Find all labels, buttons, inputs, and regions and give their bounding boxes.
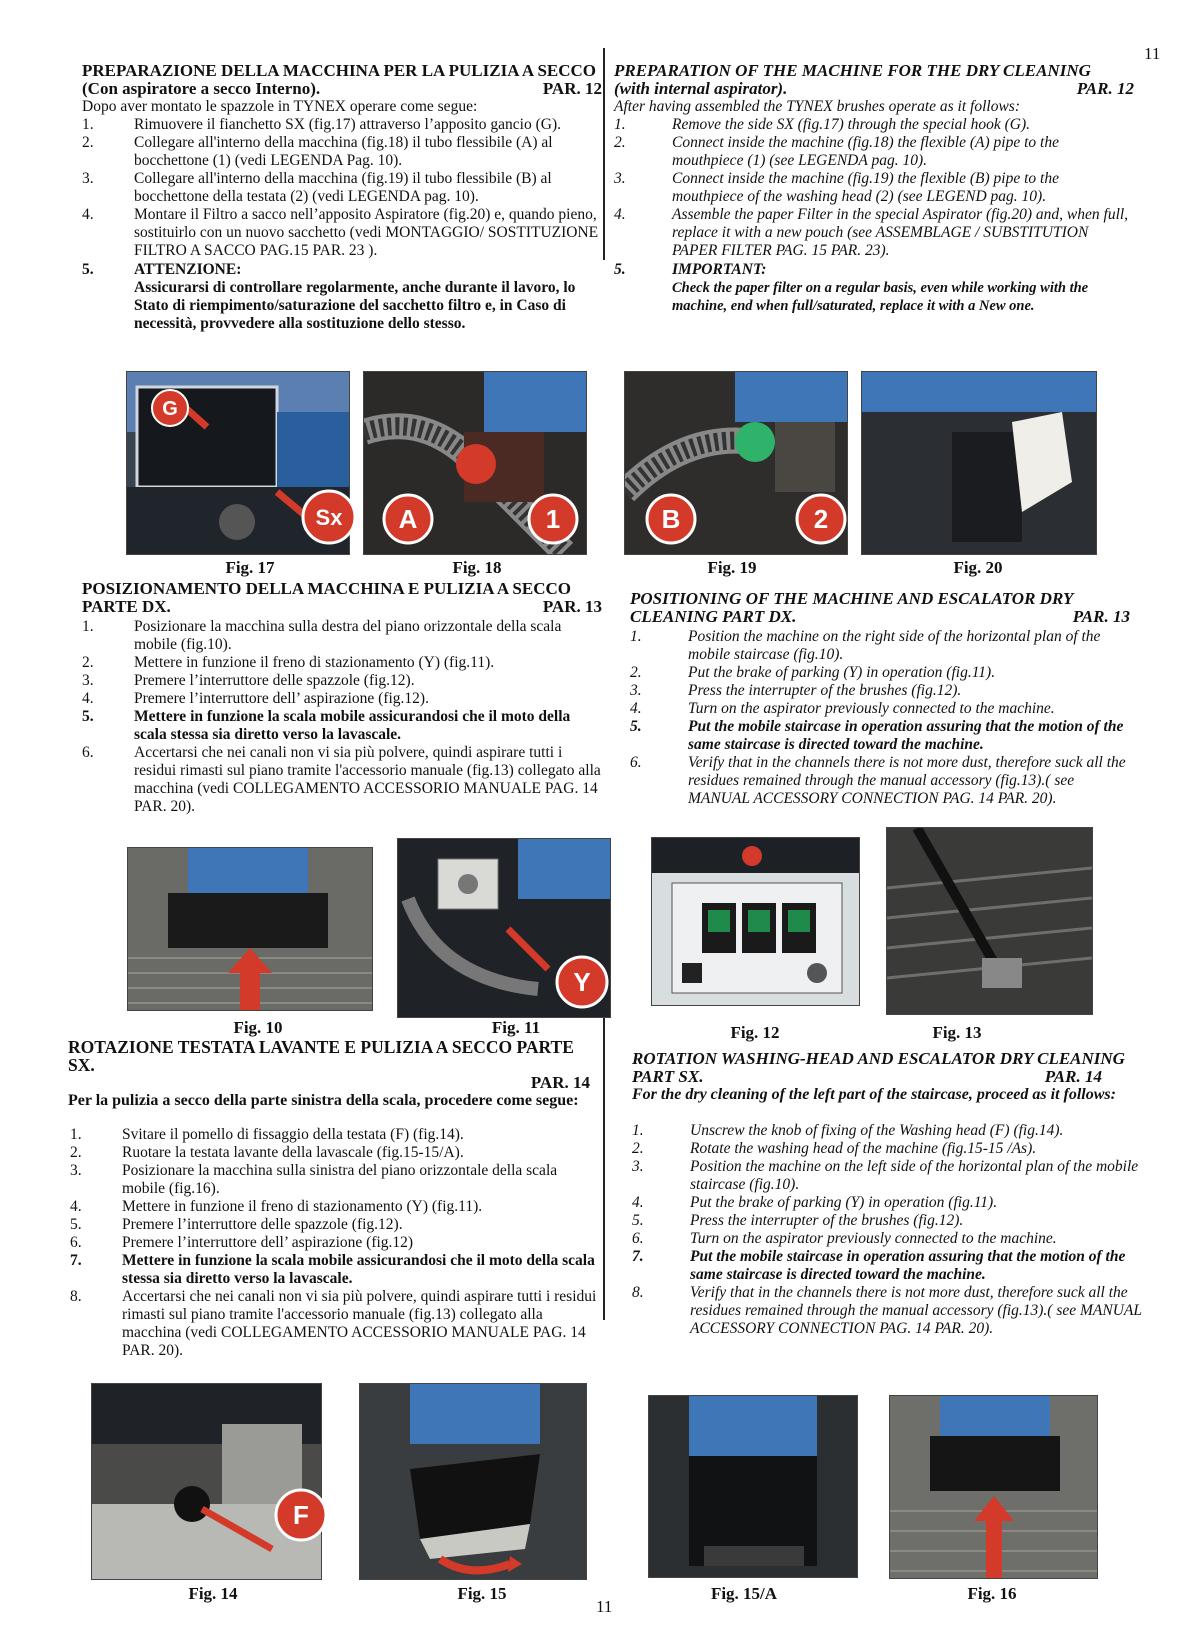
step-number: 1. bbox=[82, 116, 94, 133]
step-number: 1. bbox=[632, 1122, 644, 1139]
label-badge-b bbox=[644, 492, 698, 546]
list-item bbox=[70, 1288, 602, 1360]
label-badge-y bbox=[554, 954, 610, 1010]
step-text: Mettere in funzione il freno di stazionamento (Y) (fig.11). bbox=[134, 654, 495, 671]
step-text: Collegare all'interno della macchina (fig.19) il tubo flessibile (B) al bocchettone della testata (2) (vedi LEGENDA pag. 10). bbox=[134, 170, 552, 205]
list-item bbox=[632, 1158, 1142, 1194]
figure-caption: Fig. 14 bbox=[188, 1584, 238, 1603]
step-number: 7. bbox=[70, 1252, 82, 1269]
step-text: Unscrew the knob of fixing of the Washing head (F) (fig.14). bbox=[690, 1122, 1064, 1139]
photo-fig15a bbox=[648, 1395, 858, 1578]
section-title: ROTAZIONE TESTATA LAVANTE E PULIZIA A SECCO PARTE SX. bbox=[68, 1037, 574, 1075]
step-text: Premere l’interruttore dell’ aspirazione (fig.12). bbox=[134, 690, 429, 707]
section-title: PREPARATION OF THE MACHINE FOR THE DRY CLEANING bbox=[614, 61, 1091, 80]
badge-text: 1 bbox=[545, 504, 561, 534]
figure-caption: Fig. 19 bbox=[707, 558, 757, 577]
step-number: 4. bbox=[630, 700, 642, 717]
badge-text: Y bbox=[573, 967, 591, 997]
step-number: 5. bbox=[630, 718, 642, 735]
step-text: Put the brake of parking (Y) in operation (fig.11). bbox=[690, 1194, 998, 1211]
list-item bbox=[630, 628, 1130, 664]
step-text: Premere l’interruttore delle spazzole (fig.12). bbox=[134, 672, 415, 689]
label-badge-sx bbox=[300, 488, 358, 546]
step-number: 6. bbox=[632, 1230, 644, 1247]
section-positioning-en bbox=[630, 590, 1130, 808]
section-title-cont: CLEANING PART DX. bbox=[630, 607, 797, 626]
list-item bbox=[70, 1234, 602, 1252]
list-item bbox=[82, 708, 602, 744]
step-text: Accertarsi che nei canali non vi sia più polvere, quindi aspirare tutti i residui rimasti sul piano tramite l'accessorio manuale (fig.13) collegato alla macchina (vedi COLLEGAMENTO ACCESSORIO MANUALE PAG. 14 PAR. 20). bbox=[134, 744, 601, 815]
attention-title: ATTENZIONE: bbox=[134, 261, 242, 278]
steps-list bbox=[614, 116, 1134, 260]
list-item bbox=[82, 672, 602, 690]
section-title: ROTATION WASHING-HEAD AND ESCALATOR DRY CLEANING bbox=[632, 1049, 1125, 1068]
step-number: 3. bbox=[632, 1158, 644, 1175]
list-item bbox=[630, 700, 1130, 718]
figure-caption: Fig. 13 bbox=[932, 1023, 982, 1042]
step-text: Montare il Filtro a sacco nell’apposito Aspiratore (fig.20) e, quando pieno, sostituirlo con un nuovo sacchetto (vedi MONTAGGIO/ SOSTITUZIONE FILTRO A SACCO PAG.15 PAR. 23 ). bbox=[134, 206, 599, 259]
step-number: 5. bbox=[70, 1216, 82, 1233]
list-item bbox=[70, 1126, 602, 1144]
list-item bbox=[70, 1216, 602, 1234]
step-number: 6. bbox=[82, 744, 94, 761]
step-text: Put the mobile staircase in operation assuring that the motion of the same staircase is directed toward the machine. bbox=[690, 1248, 1126, 1283]
label-badge-f bbox=[273, 1487, 329, 1543]
steps-list bbox=[82, 116, 602, 260]
list-item bbox=[70, 1198, 602, 1216]
figure-caption: Fig. 15 bbox=[457, 1584, 507, 1603]
step-number: 5. bbox=[82, 708, 94, 725]
list-item bbox=[632, 1194, 1142, 1212]
section-title: PREPARAZIONE DELLA MACCHINA PER LA PULIZIA A SECCO bbox=[82, 61, 597, 80]
list-item bbox=[82, 116, 602, 134]
step-text: Connect inside the machine (fig.19) the flexible (B) pipe to the mouthpiece of the washing head (2) (see LEGEND pag. 10). bbox=[672, 170, 1059, 205]
step-text: Premere l’interruttore delle spazzole (fig.12). bbox=[122, 1216, 403, 1233]
list-item bbox=[632, 1248, 1142, 1284]
step-number: 4. bbox=[632, 1194, 644, 1211]
photo-fig10 bbox=[127, 847, 373, 1011]
step-number: 2. bbox=[630, 664, 642, 681]
intro-text: After having assembled the TYNEX brushes operate as it follows: bbox=[614, 98, 1020, 115]
steps-list bbox=[632, 1122, 1142, 1338]
step-number: 2. bbox=[82, 654, 94, 671]
section-preparation-en bbox=[614, 62, 1134, 315]
attention-title: IMPORTANT: bbox=[672, 261, 767, 278]
photo-fig15 bbox=[359, 1383, 587, 1580]
figure-caption: Fig. 20 bbox=[953, 558, 1003, 577]
badge-text: 2 bbox=[813, 504, 829, 534]
page-number-top: 11 bbox=[1144, 44, 1161, 63]
list-item bbox=[70, 1162, 602, 1198]
step-number: 4. bbox=[82, 690, 94, 707]
label-badge-1 bbox=[526, 492, 580, 546]
step-number: 8. bbox=[632, 1284, 644, 1301]
step-text: Turn on the aspirator previously connected to the machine. bbox=[690, 1230, 1057, 1247]
step-text: Put the mobile staircase in operation assuring that the motion of the same staircase is directed toward the machine. bbox=[688, 718, 1124, 753]
page-number-bottom: 11 bbox=[596, 1597, 613, 1616]
step-text: Posizionare la macchina sulla sinistra del piano orizzontale della scala mobile (fig.16). bbox=[122, 1162, 558, 1197]
step-number: 5. bbox=[614, 261, 626, 278]
figure-caption: Fig. 16 bbox=[967, 1584, 1017, 1603]
list-item bbox=[82, 170, 602, 206]
list-item bbox=[632, 1230, 1142, 1248]
paragraph-ref: PAR. 14 bbox=[1044, 1067, 1102, 1086]
step-text: Position the machine on the right side of the horizontal plan of the mobile staircase (fig.10). bbox=[688, 628, 1101, 663]
badge-text: Sx bbox=[315, 505, 343, 530]
photo-fig12 bbox=[651, 837, 860, 1006]
section-title-cont: PART SX. bbox=[632, 1067, 704, 1086]
step-text: Position the machine on the left side of the horizontal plan of the mobile staircase (fig.10). bbox=[690, 1158, 1139, 1193]
step-number: 8. bbox=[70, 1288, 82, 1305]
label-badge-2 bbox=[794, 492, 848, 546]
photo-fig16 bbox=[889, 1395, 1098, 1579]
step-number: 2. bbox=[82, 134, 94, 151]
step-number: 1. bbox=[630, 628, 642, 645]
step-text: Accertarsi che nei canali non vi sia più polvere, quindi aspirare tutti i residui rimasti sul piano tramite l'accessorio manuale (fig.13) collegato alla macchina (vedi COLLEGAMENTO ACCESSORIO MANUALE PAG. 14 PAR. 20). bbox=[122, 1288, 597, 1359]
list-item bbox=[632, 1212, 1142, 1230]
list-item bbox=[614, 116, 1134, 134]
list-item bbox=[82, 744, 602, 816]
step-text: Connect inside the machine (fig.18) the flexible (A) pipe to the mouthpiece (1) (see LEGENDA pag. 10). bbox=[672, 134, 1059, 169]
step-text: Put the brake of parking (Y) in operation (fig.11). bbox=[688, 664, 996, 681]
step-text: Posizionare la macchina sulla destra del piano orizzontale della scala mobile (fig.10). bbox=[134, 618, 562, 653]
badge-text: G bbox=[162, 398, 178, 420]
paragraph-ref: PAR. 12 bbox=[542, 79, 602, 98]
section-subtitle: (Con aspiratore a secco Interno). bbox=[82, 79, 321, 98]
list-item bbox=[630, 718, 1130, 754]
steps-list bbox=[630, 628, 1130, 808]
list-item bbox=[630, 664, 1130, 682]
paragraph-ref: PAR. 12 bbox=[1076, 79, 1134, 98]
list-item bbox=[70, 1252, 602, 1288]
step-number: 3. bbox=[82, 170, 94, 187]
step-number: 1. bbox=[82, 618, 94, 635]
label-badge-a bbox=[381, 492, 435, 546]
step-text: Verify that in the channels there is not more dust, therefore suck all the residues remained through the manual accessory (fig.13).( see MANUAL ACCESSORY CONNECTION PAG. 14 PAR. 20). bbox=[690, 1284, 1142, 1337]
section-title: POSITIONING OF THE MACHINE AND ESCALATOR DRY bbox=[630, 589, 1074, 608]
step-number: 2. bbox=[632, 1140, 644, 1157]
step-number: 4. bbox=[70, 1198, 82, 1215]
step-text: Rotate the washing head of the machine (fig.15-15 /As). bbox=[690, 1140, 1037, 1157]
list-item bbox=[614, 206, 1134, 260]
paragraph-ref: PAR. 14 bbox=[530, 1073, 590, 1092]
attention-text: Check the paper filter on a regular basis, even while working with the machine, end when full/saturated, replace it with a New one. bbox=[672, 280, 1089, 314]
step-text: Verify that in the channels there is not more dust, therefore suck all the residues remained through the manual accessory (fig.13).( see MANUAL ACCESSORY CONNECTION PAG. 14 PAR. 20). bbox=[688, 754, 1126, 807]
step-text: Press the interrupter of the brushes (fig.12). bbox=[690, 1212, 964, 1229]
section-positioning-it bbox=[82, 580, 602, 816]
section-subtitle: (with internal aspirator). bbox=[614, 79, 788, 98]
step-number: 6. bbox=[630, 754, 642, 771]
step-number: 4. bbox=[614, 206, 626, 223]
step-number: 1. bbox=[70, 1126, 82, 1143]
figure-caption: Fig. 12 bbox=[730, 1023, 780, 1042]
step-text: Premere l’interruttore dell’ aspirazione (fig.12) bbox=[122, 1234, 414, 1251]
photo-fig20 bbox=[861, 371, 1097, 555]
attention-text: Assicurarsi di controllare regolarmente, anche durante il lavoro, lo Stato di riempimento/saturazione del sacchetto filtro e, in Caso di necessità, provvedere alla sostituzione dello stesso. bbox=[134, 279, 576, 332]
step-text: Mettere in funzione la scala mobile assicurandosi che il moto della scala stessa sia diretto verso la lavascale. bbox=[134, 708, 571, 743]
figure-caption: Fig. 17 bbox=[225, 558, 275, 577]
label-badge-g bbox=[150, 388, 190, 428]
step-text: Assemble the paper Filter in the special Aspirator (fig.20) and, when full, replace it with a new pouch (see ASSEMBLAGE / SUBSTITUTION PAPER FILTER PAG. 15 PAR. 23). bbox=[672, 206, 1129, 259]
step-text: Remove the side SX (fig.17) through the special hook (G). bbox=[672, 116, 1030, 133]
section-title: POSIZIONAMENTO DELLA MACCHINA E PULIZIA A SECCO bbox=[82, 579, 572, 598]
step-number: 5. bbox=[632, 1212, 644, 1229]
list-item bbox=[82, 134, 602, 170]
step-number: 3. bbox=[70, 1162, 82, 1179]
list-item bbox=[82, 690, 602, 708]
list-item bbox=[630, 682, 1130, 700]
list-item bbox=[632, 1140, 1142, 1158]
step-number: 5. bbox=[82, 261, 94, 278]
list-item bbox=[82, 654, 602, 672]
step-text: Mettere in funzione il freno di stazionamento (Y) (fig.11). bbox=[122, 1198, 483, 1215]
step-number: 6. bbox=[70, 1234, 82, 1251]
paragraph-ref: PAR. 13 bbox=[542, 597, 602, 616]
section-preparation-it bbox=[82, 62, 602, 333]
list-item bbox=[614, 134, 1134, 170]
list-item bbox=[70, 1144, 602, 1162]
steps-list bbox=[70, 1126, 602, 1360]
step-text: Press the interrupter of the brushes (fig.12). bbox=[688, 682, 962, 699]
intro-text: For the dry cleaning of the left part of the staircase, proceed as it follows: bbox=[632, 1086, 1116, 1103]
list-item bbox=[82, 618, 602, 654]
intro-text: Dopo aver montato le spazzole in TYNEX operare come segue: bbox=[82, 98, 478, 115]
paragraph-ref: PAR. 13 bbox=[1072, 607, 1130, 626]
list-item bbox=[630, 754, 1130, 808]
list-item bbox=[82, 206, 602, 260]
photo-fig13 bbox=[886, 827, 1093, 1015]
section-rotation-it bbox=[68, 1038, 602, 1360]
step-number: 4. bbox=[82, 206, 94, 223]
section-rotation-en bbox=[632, 1050, 1142, 1338]
step-number: 3. bbox=[630, 682, 642, 699]
steps-list bbox=[82, 618, 602, 816]
figure-caption: Fig. 18 bbox=[452, 558, 502, 577]
step-number: 2. bbox=[614, 134, 626, 151]
figure-caption: Fig. 15/A bbox=[710, 1584, 778, 1603]
step-text: Svitare il pomello di fissaggio della testata (F) (fig.14). bbox=[122, 1126, 464, 1143]
step-text: Ruotare la testata lavante della lavascale (fig.15-15/A). bbox=[122, 1144, 464, 1161]
step-number: 7. bbox=[632, 1248, 644, 1265]
list-item bbox=[614, 170, 1134, 206]
section-title-cont: PARTE DX. bbox=[82, 597, 171, 616]
step-text: Rimuovere il fianchetto SX (fig.17) attraverso l’apposito gancio (G). bbox=[134, 116, 561, 133]
badge-text: F bbox=[293, 1500, 309, 1530]
step-text: Mettere in funzione la scala mobile assicurandosi che il moto della scala stessa sia diretto verso la lavascale. bbox=[122, 1252, 595, 1287]
column-divider bbox=[603, 1008, 605, 1320]
badge-text: B bbox=[661, 504, 681, 534]
step-text: Collegare all'interno della macchina (fig.18) il tubo flessibile (A) al bocchettone (1) (vedi LEGENDA Pag. 10). bbox=[134, 134, 553, 169]
intro-text: Per la pulizia a secco della parte sinistra della scala, procedere come segue: bbox=[68, 1092, 579, 1109]
photo-fig14 bbox=[91, 1383, 322, 1580]
list-item bbox=[632, 1122, 1142, 1140]
figure-caption: Fig. 11 bbox=[491, 1018, 541, 1037]
step-number: 2. bbox=[70, 1144, 82, 1161]
badge-text: A bbox=[398, 504, 418, 534]
figure-caption: Fig. 10 bbox=[233, 1018, 283, 1037]
step-number: 3. bbox=[82, 672, 94, 689]
column-divider bbox=[603, 48, 605, 260]
step-number: 1. bbox=[614, 116, 626, 133]
step-text: Turn on the aspirator previously connected to the machine. bbox=[688, 700, 1055, 717]
step-number: 3. bbox=[614, 170, 626, 187]
list-item bbox=[632, 1284, 1142, 1338]
